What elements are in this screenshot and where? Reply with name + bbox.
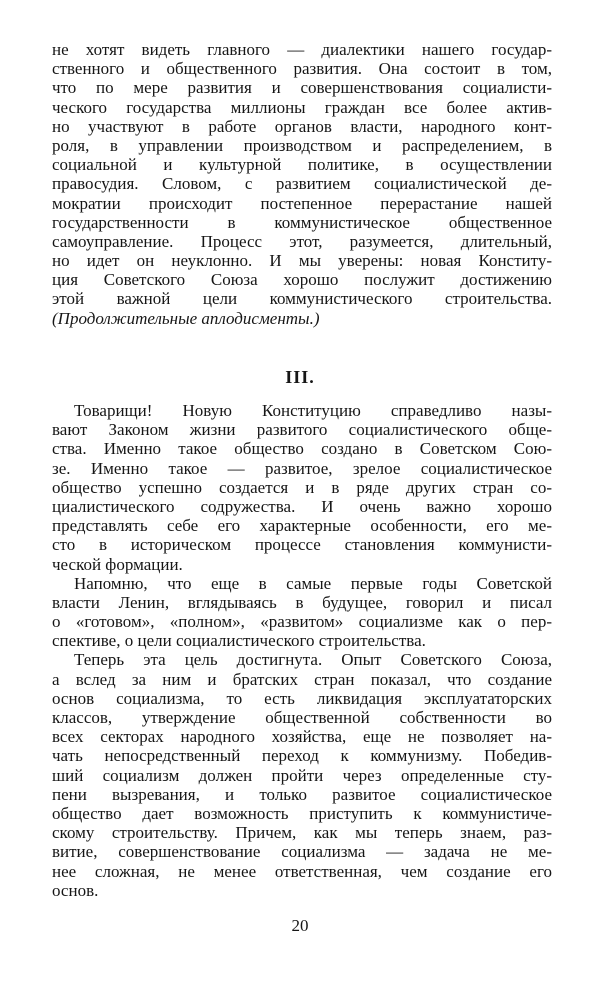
text-line: сто в историческом процессе становления коммунисти-	[52, 535, 552, 555]
page-number: 20	[291, 916, 309, 935]
text-line: общество успешно создается и в ряде других стран со-	[52, 477, 552, 497]
text-line: ческой формации.	[52, 554, 183, 574]
applause-note: (Продолжительные аплодисменты.)	[52, 308, 320, 328]
text-line: но участвуют в работе органов власти, народного конт-	[52, 116, 552, 136]
text-line: Напомню, что еще в самые первые годы Советской	[74, 573, 552, 593]
text-line: ший социализм должен пройти через определенные сту-	[52, 765, 552, 785]
text-line: общество дает возможность приступить к коммунистиче-	[52, 803, 552, 823]
text-line: Теперь эта цель достигнута. Опыт Советского Союза,	[74, 650, 552, 670]
text-line: но идет он неуклонно. И мы уверены: новая Конститу-	[52, 251, 552, 271]
paragraph-2	[52, 574, 552, 651]
text-line: чать непосредственный переход к коммунизму. Победив-	[52, 746, 552, 766]
text-line: ческого государства миллионы граждан все более актив-	[52, 97, 552, 117]
text-line: витие, совершенствование социализма — задача не ме-	[52, 842, 552, 862]
text-line: нее сложная, не менее ответственная, чем создание его	[52, 861, 552, 881]
text-line: ства. Именно такое общество создано в Советском Сою-	[52, 439, 552, 459]
text-line: ственного и общественного развития. Она состоит в том,	[52, 59, 552, 79]
text-line: Товарищи! Новую Конституцию справедливо назы-	[74, 401, 552, 420]
paragraph-3	[52, 650, 552, 899]
text-line: а вслед за ним и братских стран показал, что создание	[52, 669, 552, 689]
text-line: скому строительству. Причем, как мы теперь знаем, раз-	[52, 823, 552, 843]
text-line: роля, в управлении производством и распределением, в	[52, 135, 552, 155]
section-body	[52, 401, 552, 900]
text-line: ция Советского Союза хорошо послужит достижению	[52, 270, 552, 290]
text-line: представлять себе его характерные особенности, его ме-	[52, 516, 552, 536]
text-line: правосудия. Словом, с развитием социалистической де-	[52, 174, 552, 194]
text-line: классов, утверждение общественной собственности во	[52, 708, 552, 727]
text-line: не хотят видеть главного — диалектики нашего государ-	[52, 40, 552, 59]
text-line: циалистического содружества. И очень важно хорошо	[52, 496, 552, 516]
text-line: вают Законом жизни развитого социалистического обще-	[52, 420, 552, 440]
text-line: что по мере развития и совершенствования социалисти-	[52, 78, 552, 98]
text-line: основ.	[52, 880, 99, 900]
text-line: социальной и культурной политике, в осуществлении	[52, 155, 552, 175]
text-line: о «готовом», «полном», «развитом» социализме как о пер-	[52, 612, 552, 632]
text-line: основ социализма, то есть ликвидация эксплуататорских	[52, 688, 552, 708]
text-line: мократии происходит постепенное перерастание нашей	[52, 193, 552, 213]
section-heading: III.	[285, 367, 315, 387]
text-line: самоуправление. Процесс этот, разумеется, длительный,	[52, 231, 552, 251]
text-line: государственности в коммунистическое общественное	[52, 212, 552, 232]
document-page	[52, 40, 552, 328]
text-line: зе. Именно такое — развитое, зрелое социалистическое	[52, 458, 552, 478]
text-line: власти Ленин, вглядываясь в будущее, говорил и писал	[52, 592, 552, 612]
paragraph-1	[52, 401, 552, 574]
top-paragraph	[52, 40, 552, 309]
text-line: этой важной цели коммунистического строительства.	[52, 289, 552, 309]
text-line: всех секторах народного хозяйства, еще не позволяет на-	[52, 727, 552, 747]
text-line: спективе, о цели социалистического строительства.	[52, 631, 426, 651]
text-line: пени вызревания, и только развитое социалистическое	[52, 784, 552, 804]
